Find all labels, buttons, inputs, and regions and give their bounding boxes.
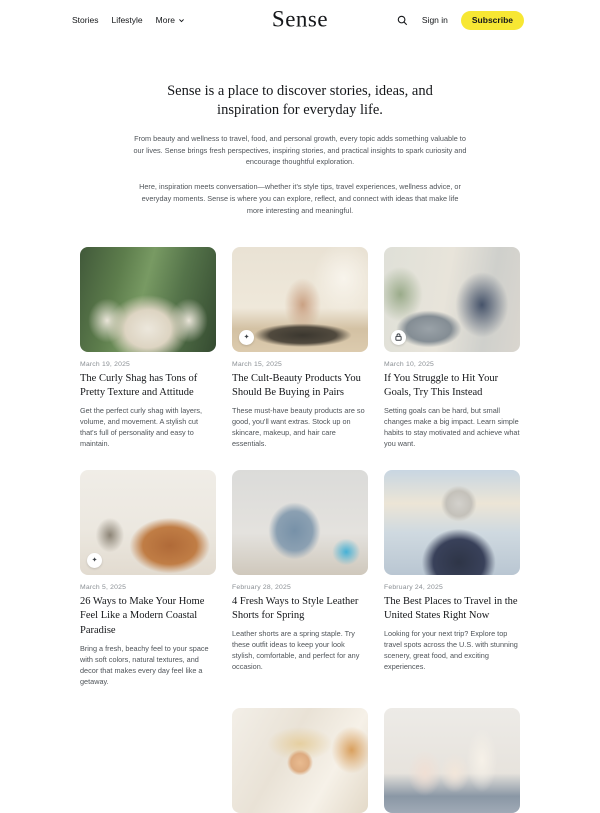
post-image[interactable]: [80, 708, 216, 813]
post-image[interactable]: [232, 708, 368, 813]
nav-item-stories[interactable]: [72, 15, 98, 25]
post-title[interactable]: The Best Places to Travel in the United States Right Now: [384, 595, 518, 622]
search-button[interactable]: [397, 14, 409, 26]
post-image[interactable]: [232, 470, 368, 575]
post-title[interactable]: The Curly Shag has Tons of Pretty Texture and Attitude: [80, 372, 198, 399]
header-actions: [397, 11, 524, 30]
post-card[interactable]: [80, 247, 216, 450]
nav-item-label: Stories: [72, 15, 99, 25]
hero-title: Sense is a place to discover stories, ideas, and inspiration for everyday life.: [167, 83, 433, 118]
post-date: March 15, 2025: [232, 360, 283, 368]
post-title[interactable]: 26 Ways to Make Your Home Feel Like a Modern Coastal Paradise: [80, 595, 205, 637]
post-card[interactable]: [232, 470, 368, 688]
hero-section: [0, 82, 600, 217]
lock-icon: [391, 330, 406, 345]
post-date: March 5, 2025: [80, 583, 127, 591]
post-image[interactable]: [384, 247, 520, 352]
post-card[interactable]: [80, 470, 216, 688]
post-date: February 24, 2025: [384, 583, 443, 591]
post-excerpt: These must-have beauty products are so good, you'll want extras. Stock up on skincare, makeup, and hair care essentials.: [232, 405, 365, 448]
post-date: February 28, 2025: [232, 583, 291, 591]
sign-in-link[interactable]: Sign in: [421, 15, 448, 25]
post-excerpt: Looking for your next trip? Explore top travel spots across the U.S. with stunning scenery, great food, and exciting experiences.: [384, 629, 518, 671]
post-card[interactable]: [384, 247, 520, 450]
site-logo[interactable]: Sense: [271, 6, 329, 32]
nav-item-label: More: [155, 15, 176, 25]
nav-item-label: Lifestyle: [111, 15, 143, 25]
post-title[interactable]: 4 Fresh Ways to Style Leather Shorts for Spring: [232, 595, 359, 622]
post-excerpt: Leather shorts are a spring staple. Try these outfit ideas to keep your look stylish, comfortable, and perfect for any occasion.: [232, 629, 360, 671]
members-star-icon: ✦: [239, 330, 254, 345]
post-date: March 10, 2025: [384, 360, 435, 368]
search-icon: [397, 15, 408, 26]
post-image[interactable]: [384, 470, 520, 575]
post-image[interactable]: [232, 247, 368, 352]
post-title[interactable]: If You Struggle to Hit Your Goals, Try This Instead: [384, 372, 499, 399]
post-card[interactable]: [232, 247, 368, 450]
post-excerpt: Get the perfect curly shag with layers, volume, and movement. A stylish cut that's full of personality and easy to maintain.: [80, 405, 203, 448]
post-image[interactable]: [80, 470, 216, 575]
subscribe-button[interactable]: Subscribe: [461, 11, 524, 30]
site-header: [0, 0, 600, 40]
chevron-down-icon: [178, 17, 185, 24]
post-image[interactable]: [80, 247, 216, 352]
members-star-icon: ✦: [87, 553, 102, 568]
post-card[interactable]: [384, 708, 520, 813]
post-card[interactable]: [384, 470, 520, 688]
post-card[interactable]: [80, 708, 216, 813]
nav-item-lifestyle[interactable]: [111, 15, 142, 25]
post-title[interactable]: The Cult-Beauty Products You Should Be Buying in Pairs: [232, 372, 361, 399]
post-grid: [80, 247, 520, 813]
post-image[interactable]: [384, 708, 520, 813]
main-content: [0, 82, 600, 813]
nav-item-more[interactable]: [156, 15, 185, 25]
post-date: March 19, 2025: [80, 360, 131, 368]
post-excerpt: Setting goals can be hard, but small changes make a big impact. Learn simple habits to stay motivated and achieve what you want.: [384, 405, 520, 448]
post-excerpt: Bring a fresh, beachy feel to your space with soft colors, natural textures, and decor that makes every day feel like a getaway.: [80, 643, 209, 686]
hero-paragraph-1: From beauty and wellness to travel, food, and personal growth, every topic adds something valuable to our lives. Sense brings fresh perspectives, inspiring stories, and practical insights to spark curiosity and encourage thoughtful exploration.: [133, 133, 467, 167]
primary-nav: [72, 15, 185, 25]
hero-paragraph-2: Here, inspiration meets conversation—whether it's style tips, travel experiences, wellness advice, or everyday moments. Sense is where you can explore, reflect, and connect with ideas that make life more interesting and meaningful.: [139, 182, 461, 215]
post-card[interactable]: [232, 708, 368, 813]
